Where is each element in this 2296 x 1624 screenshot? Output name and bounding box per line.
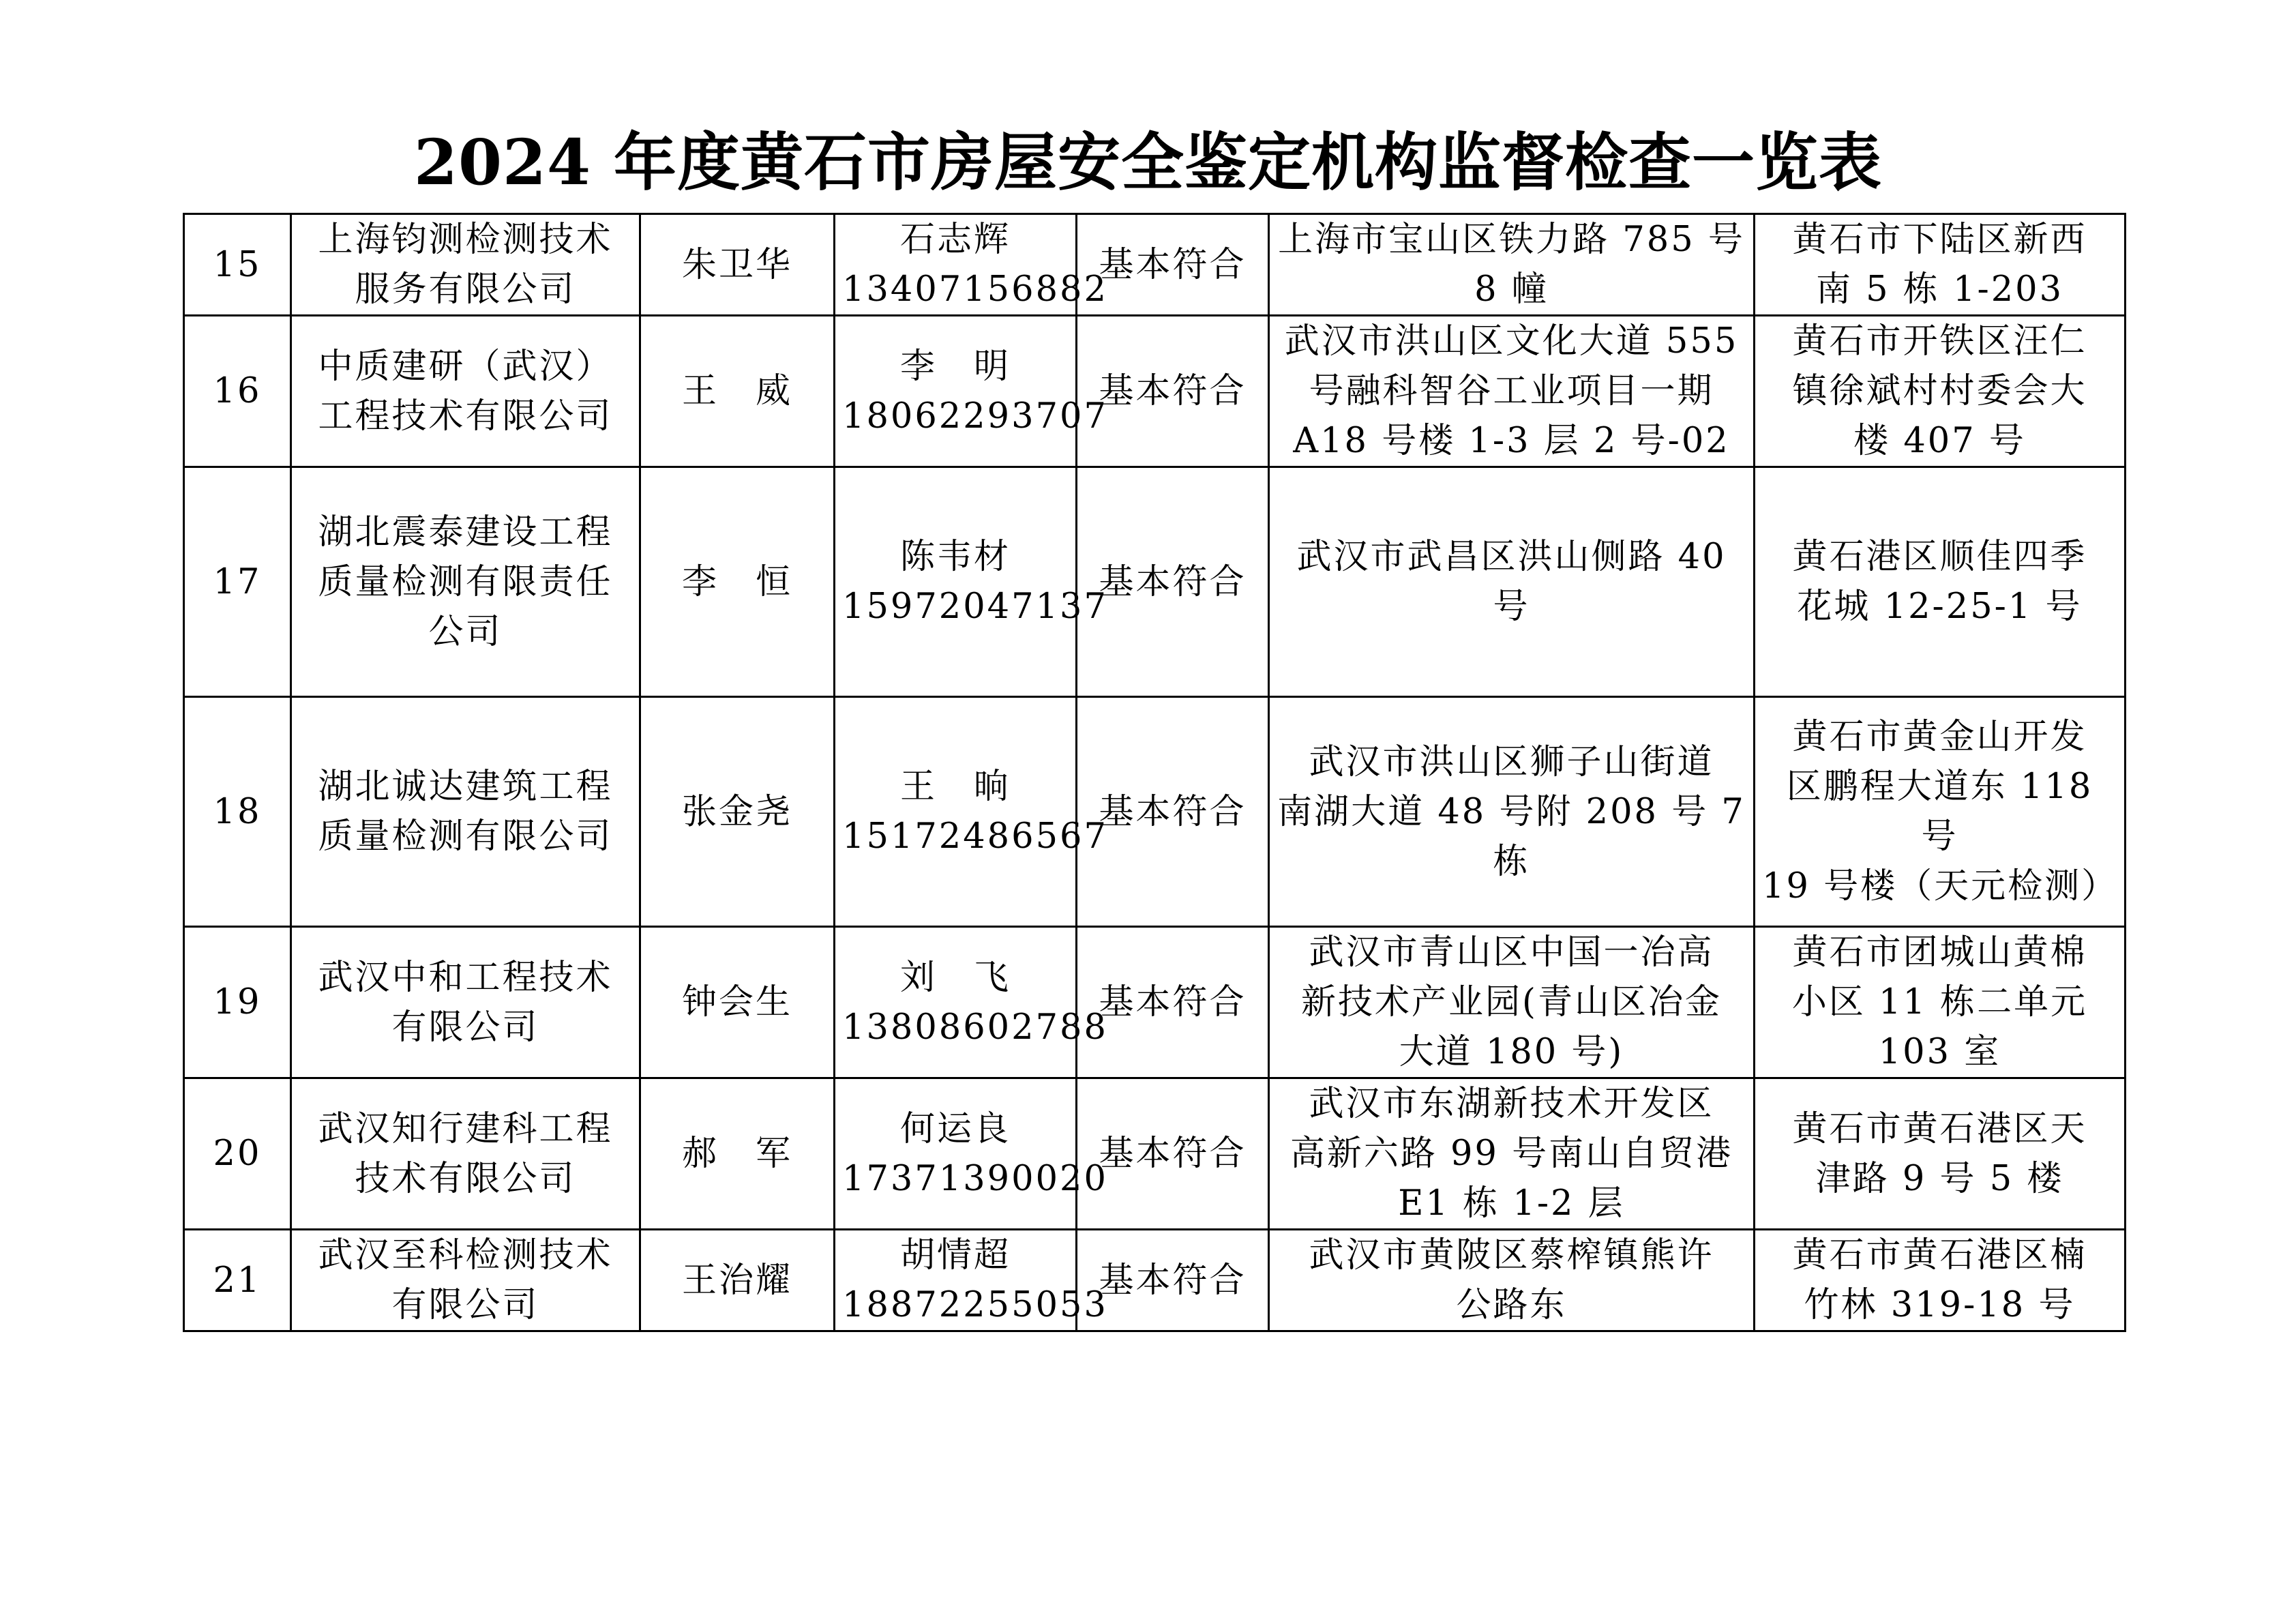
contact-person: 胡情超 18872255053 xyxy=(835,1230,1077,1331)
organization-name: 武汉中和工程技术 有限公司 xyxy=(291,927,640,1078)
legal-representative: 张金尧 xyxy=(640,697,835,927)
contact-person: 王 晌 15172486567 xyxy=(835,697,1077,927)
organization-name: 湖北震泰建设工程 质量检测有限责任 公司 xyxy=(291,467,640,697)
organization-name: 武汉知行建科工程 技术有限公司 xyxy=(291,1078,640,1230)
inspection-result: 基本符合 xyxy=(1077,467,1269,697)
inspection-result: 基本符合 xyxy=(1077,1230,1269,1331)
registered-address: 武汉市东湖新技术开发区 高新六路 99 号南山自贸港 E1 栋 1-2 层 xyxy=(1269,1078,1755,1230)
inspection-result: 基本符合 xyxy=(1077,214,1269,316)
local-office-address: 黄石市团城山黄棉 小区 11 栋二单元 103 室 xyxy=(1755,927,2126,1078)
organization-name: 中质建研（武汉） 工程技术有限公司 xyxy=(291,316,640,467)
table-row xyxy=(184,214,2126,316)
table-row xyxy=(184,927,2126,1078)
local-office-address: 黄石港区顺佳四季 花城 12-25-1 号 xyxy=(1755,467,2126,697)
local-office-address: 黄石市开铁区汪仁 镇徐斌村村委会大 楼 407 号 xyxy=(1755,316,2126,467)
registered-address: 武汉市洪山区狮子山街道 南湖大道 48 号附 208 号 7 栋 xyxy=(1269,697,1755,927)
row-number: 18 xyxy=(184,697,291,927)
inspection-result: 基本符合 xyxy=(1077,316,1269,467)
contact-person: 石志辉 13407156882 xyxy=(835,214,1077,316)
contact-person: 刘 飞 13808602788 xyxy=(835,927,1077,1078)
inspection-result: 基本符合 xyxy=(1077,1078,1269,1230)
row-number: 21 xyxy=(184,1230,291,1331)
row-number: 19 xyxy=(184,927,291,1078)
inspection-result: 基本符合 xyxy=(1077,927,1269,1078)
organization-name: 上海钧测检测技术 服务有限公司 xyxy=(291,214,640,316)
contact-person: 李 明 18062293707 xyxy=(835,316,1077,467)
local-office-address: 黄石市下陆区新西 南 5 栋 1-203 xyxy=(1755,214,2126,316)
local-office-address: 黄石市黄石港区天 津路 9 号 5 楼 xyxy=(1755,1078,2126,1230)
local-office-address: 黄石市黄金山开发 区鹏程大道东 118 号 19 号楼（天元检测） xyxy=(1755,697,2126,927)
legal-representative: 王治耀 xyxy=(640,1230,835,1331)
table-row xyxy=(184,316,2126,467)
inspection-table xyxy=(183,213,2126,1332)
organization-name: 武汉至科检测技术 有限公司 xyxy=(291,1230,640,1331)
legal-representative: 朱卫华 xyxy=(640,214,835,316)
contact-person: 陈韦材 15972047137 xyxy=(835,467,1077,697)
legal-representative: 李 恒 xyxy=(640,467,835,697)
registered-address: 上海市宝山区铁力路 785 号 8 幢 xyxy=(1269,214,1755,316)
contact-person: 何运良 17371390020 xyxy=(835,1078,1077,1230)
legal-representative: 王 威 xyxy=(640,316,835,467)
legal-representative: 钟会生 xyxy=(640,927,835,1078)
table-row xyxy=(184,1078,2126,1230)
table-row xyxy=(184,697,2126,927)
registered-address: 武汉市洪山区文化大道 555 号融科智谷工业项目一期 A18 号楼 1-3 层 2 号-02 xyxy=(1269,316,1755,467)
registered-address: 武汉市武昌区洪山侧路 40 号 xyxy=(1269,467,1755,697)
registered-address: 武汉市黄陂区蔡榨镇熊许 公路东 xyxy=(1269,1230,1755,1331)
row-number: 15 xyxy=(184,214,291,316)
row-number: 16 xyxy=(184,316,291,467)
local-office-address: 黄石市黄石港区楠 竹林 319-18 号 xyxy=(1755,1230,2126,1331)
page-title: 2024 年度黄石市房屋安全鉴定机构监督检查一览表 xyxy=(413,126,1883,199)
table-row xyxy=(184,467,2126,697)
row-number: 17 xyxy=(184,467,291,697)
registered-address: 武汉市青山区中国一冶高 新技术产业园(青山区冶金 大道 180 号) xyxy=(1269,927,1755,1078)
organization-name: 湖北诚达建筑工程 质量检测有限公司 xyxy=(291,697,640,927)
table-row xyxy=(184,1230,2126,1331)
legal-representative: 郝 军 xyxy=(640,1078,835,1230)
row-number: 20 xyxy=(184,1078,291,1230)
inspection-result: 基本符合 xyxy=(1077,697,1269,927)
